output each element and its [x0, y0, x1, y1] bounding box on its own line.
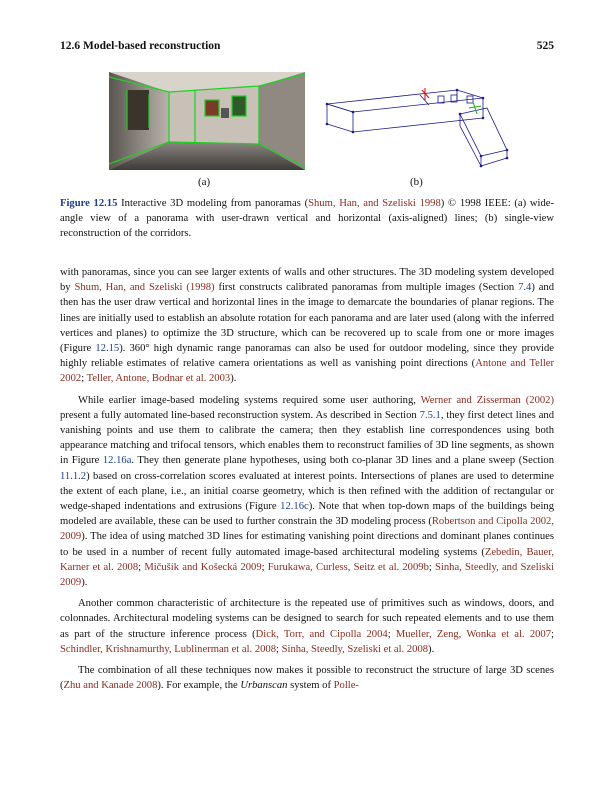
paragraph-1	[60, 265, 554, 387]
panorama-photo	[109, 72, 305, 170]
text: ;	[81, 373, 87, 385]
text: ;	[428, 561, 436, 573]
figure-panorama-image	[109, 72, 305, 170]
citation-link[interactable]: Sinha, Steedly, and Szeliski 2009	[60, 561, 555, 589]
system-name: Urbanscan	[240, 680, 288, 692]
figure-wireframe-reconstruction	[305, 78, 517, 170]
figure-link[interactable]: 12.15	[95, 343, 120, 355]
text: ). 360° high dynamic range panoramas can also be used for outdoor modeling, since they provide highly reliable estimates of relative camera orientations as well as vanishing point directions (	[60, 343, 554, 370]
text: ) based on cross-correlation scores evaluated at interest points. Intersections of planes are used to determine the extent of each plane, i.e., an initial coarse geometry, which is then refined with the addition of rectangular or wedge-shaped indentations and extrusions (Figure	[60, 470, 554, 513]
running-header	[60, 40, 554, 56]
text: ;	[551, 628, 554, 640]
text: . They then generate plane hypotheses, using both co-planar 3D lines and a plane sweep (Section	[131, 455, 555, 467]
text: Another common characteristic of architecture is the repeated use of primitives such as windows, doors, and colonnades. Architectural modeling systems can be designed to search for such repeated elements and to use them as part of the structure inference process (	[60, 598, 554, 640]
page-number: 525	[536, 40, 554, 52]
text: present a fully automated line-based reconstruction system. As described in Section	[60, 409, 420, 421]
citation-link[interactable]: Robertson and Cipolla 2002, 2009	[60, 516, 554, 543]
text: ;	[387, 628, 396, 640]
section-title: 12.6 Model-based reconstruction	[60, 40, 221, 52]
figure-link[interactable]: 12.16c	[280, 501, 309, 513]
section-link[interactable]: 7.4	[518, 282, 532, 294]
paragraph-2	[60, 393, 554, 591]
citation-link[interactable]: Shum, Han, and Szeliski (1998)	[74, 282, 215, 294]
citation-link[interactable]: Schindler, Krishnamurthy, Lublinerman et al. 2008	[60, 643, 277, 655]
corridor-wireframe	[305, 78, 517, 170]
citation-link[interactable]: Zhu and Kanade 2008	[63, 680, 158, 692]
text: While earlier image-based modeling systems required some user authoring,	[78, 394, 421, 406]
citation-link[interactable]: Furukawa, Curless, Seitz et al. 2009b	[267, 561, 429, 573]
text: ;	[138, 561, 145, 573]
paragraph-3	[60, 596, 554, 657]
citation-link[interactable]: Teller, Antone, Bodnar et al. 2003	[86, 373, 231, 385]
citation-link[interactable]: Shum, Han, and Szeliski 1998	[308, 198, 441, 209]
text: , they first detect lines and vanishing points and use them to calibrate the camera; then they establish line correspondences using both appearance matching and trifocal tensors, which enables them to reconstruct families of 3D line segments, as shown in Figure	[60, 409, 554, 467]
figure-caption	[60, 196, 554, 242]
citation-link[interactable]: Dick, Torr, and Cipolla 2004	[255, 628, 388, 640]
citation-link[interactable]: Werner and Zisserman (2002)	[420, 394, 554, 406]
text: ).	[81, 577, 88, 589]
section-link[interactable]: 7.5.1	[419, 409, 441, 421]
caption-label: Figure 12.15	[60, 198, 118, 209]
text: ) and then has the user draw vertical and horizontal lines in the image to demarcate the boundaries of planar regions. The lines are initially used to establish an absolute rotation for each panorama and are later used (along with the inferred vertices and planes) to optimize the 3D structure, which can be recovered up to scale from one or more images (Figure	[60, 282, 554, 355]
citation-link[interactable]: Sinha, Steedly, Szeliski et al. 2008	[281, 643, 429, 655]
text: ). Note that when top-down maps of the buildings being modeled are available, these can be used to further constrain the 3D modeling process (	[60, 501, 554, 528]
body-text	[60, 265, 554, 699]
text: first constructs calibrated panoramas from multiple images (Section	[214, 282, 519, 294]
subfigure-label-b: (b)	[410, 176, 423, 188]
section-link[interactable]: 11.1.2	[60, 470, 87, 482]
subfigure-label-a: (a)	[198, 176, 211, 188]
citation-link[interactable]: Antone and Teller 2002	[60, 358, 554, 385]
text: ;	[261, 561, 268, 573]
text: ).	[428, 643, 435, 655]
text: ). For example, the	[157, 680, 241, 692]
text: system of	[287, 680, 334, 692]
text: with panoramas, since you can see larger extents of walls and other structures. The 3D modeling system developed by	[60, 267, 554, 294]
paragraph-4	[60, 663, 554, 693]
caption-text: ) © 1998 IEEE: (a) wide-angle view of a panorama with user-drawn vertical and horizontal (axis-aligned) lines; (b) single-view reconstruction of the corridors.	[60, 198, 555, 240]
figure-link[interactable]: 12.16a	[102, 455, 132, 467]
text: ). The idea of using matched 3D lines for estimating vanishing point directions and dominant planes continues to be used in a number of recent fully automated image-based architectural modeling systems (	[60, 531, 554, 558]
text: The combination of all these techniques now makes it possible to reconstruct the structure of large 3D scenes (	[60, 665, 554, 692]
citation-link[interactable]: Mičušík and Košecká 2009	[144, 561, 262, 573]
citation-link[interactable]: Zebedin, Bauer, Karner et al. 2008	[60, 546, 554, 573]
citation-link[interactable]: Polle-	[333, 680, 359, 692]
caption-text: Interactive 3D modeling from panoramas (	[117, 198, 309, 209]
text: ;	[276, 643, 282, 655]
citation-link[interactable]: Mueller, Zeng, Wonka et al. 2007	[395, 628, 552, 640]
text: ).	[230, 373, 237, 385]
